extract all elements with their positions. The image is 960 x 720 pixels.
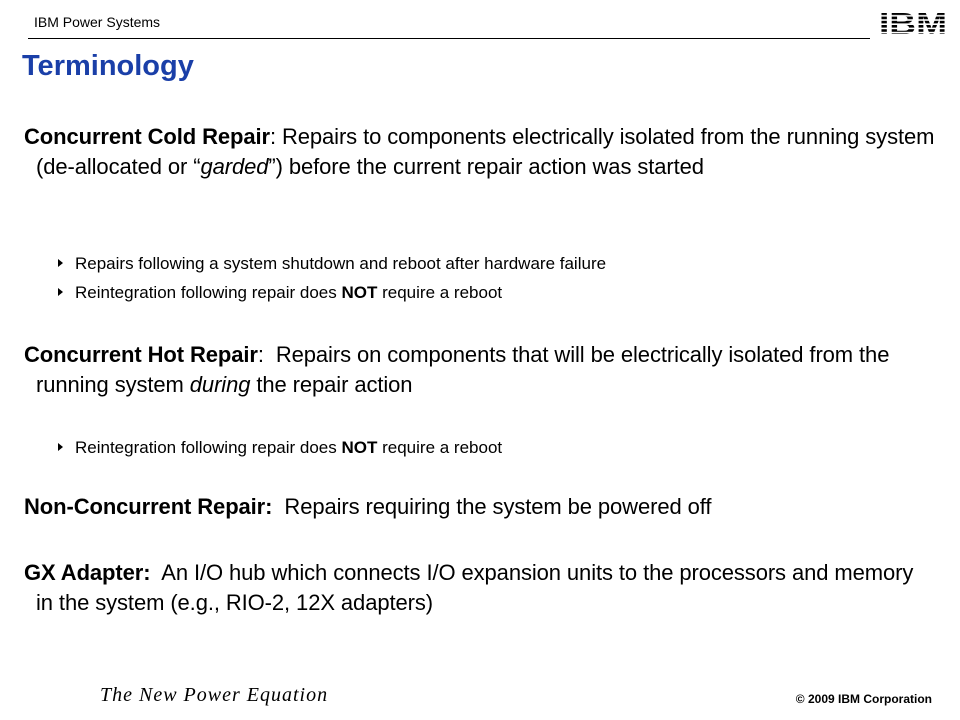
term-description: Repairs on components that will be electrically isolated from the running system bbox=[36, 342, 890, 397]
term-description-end: the repair action bbox=[250, 372, 413, 397]
term-description-end: ”) before the current repair action was started bbox=[268, 154, 704, 179]
header-label: IBM Power Systems bbox=[34, 14, 161, 30]
bullet-text-end: require a reboot bbox=[377, 438, 503, 457]
term-description: Repairs requiring the system be powered off bbox=[284, 494, 712, 519]
bullet-item bbox=[58, 437, 918, 459]
term-name: Concurrent Cold Repair bbox=[24, 124, 270, 149]
term-description-italic: garded bbox=[200, 154, 269, 179]
term-description: Repairs to components electrically isolated from the running system (de-allocated or “ bbox=[36, 124, 935, 179]
term-separator: : bbox=[269, 124, 282, 149]
term-concurrent-hot-repair bbox=[24, 340, 936, 400]
bullet-text: Repairs following a system shutdown and reboot after hardware failure bbox=[75, 254, 607, 273]
term-gx-adapter bbox=[24, 558, 936, 618]
bullet-arrow-icon bbox=[58, 259, 63, 267]
bullet-text: Reintegration following repair does bbox=[75, 438, 342, 457]
term-separator bbox=[150, 560, 161, 585]
bullet-arrow-icon bbox=[58, 288, 63, 296]
term-description-italic: during bbox=[189, 372, 251, 397]
footer-tagline: The New Power Equation bbox=[100, 684, 329, 706]
term-separator bbox=[272, 494, 284, 519]
bullet-item bbox=[58, 282, 918, 304]
ibm-logo-text: IBM bbox=[879, 6, 947, 38]
term-name: Concurrent Hot Repair bbox=[24, 342, 258, 367]
bullet-text-bold: NOT bbox=[341, 438, 378, 457]
term-description: An I/O hub which connects I/O expansion units to the processors and memory in the system (e.g., RIO-2, 12X adapters) bbox=[36, 560, 914, 615]
term-name: Non-Concurrent Repair: bbox=[24, 494, 273, 519]
bullet-text: Reintegration following repair does bbox=[75, 283, 342, 302]
bullet-arrow-icon bbox=[58, 443, 63, 451]
ibm-logo bbox=[878, 4, 952, 38]
bullet-text-end: require a reboot bbox=[377, 283, 503, 302]
slide-title: Terminology bbox=[22, 50, 194, 82]
term-concurrent-cold-repair bbox=[24, 122, 936, 182]
bullet-text-bold: NOT bbox=[341, 283, 378, 302]
term-name: GX Adapter: bbox=[24, 560, 151, 585]
term-non-concurrent-repair bbox=[24, 492, 936, 522]
bullet-item bbox=[58, 253, 918, 275]
header-rule bbox=[28, 38, 870, 39]
footer-copyright: © 2009 IBM Corporation bbox=[795, 692, 932, 706]
term-separator: : bbox=[257, 342, 276, 367]
